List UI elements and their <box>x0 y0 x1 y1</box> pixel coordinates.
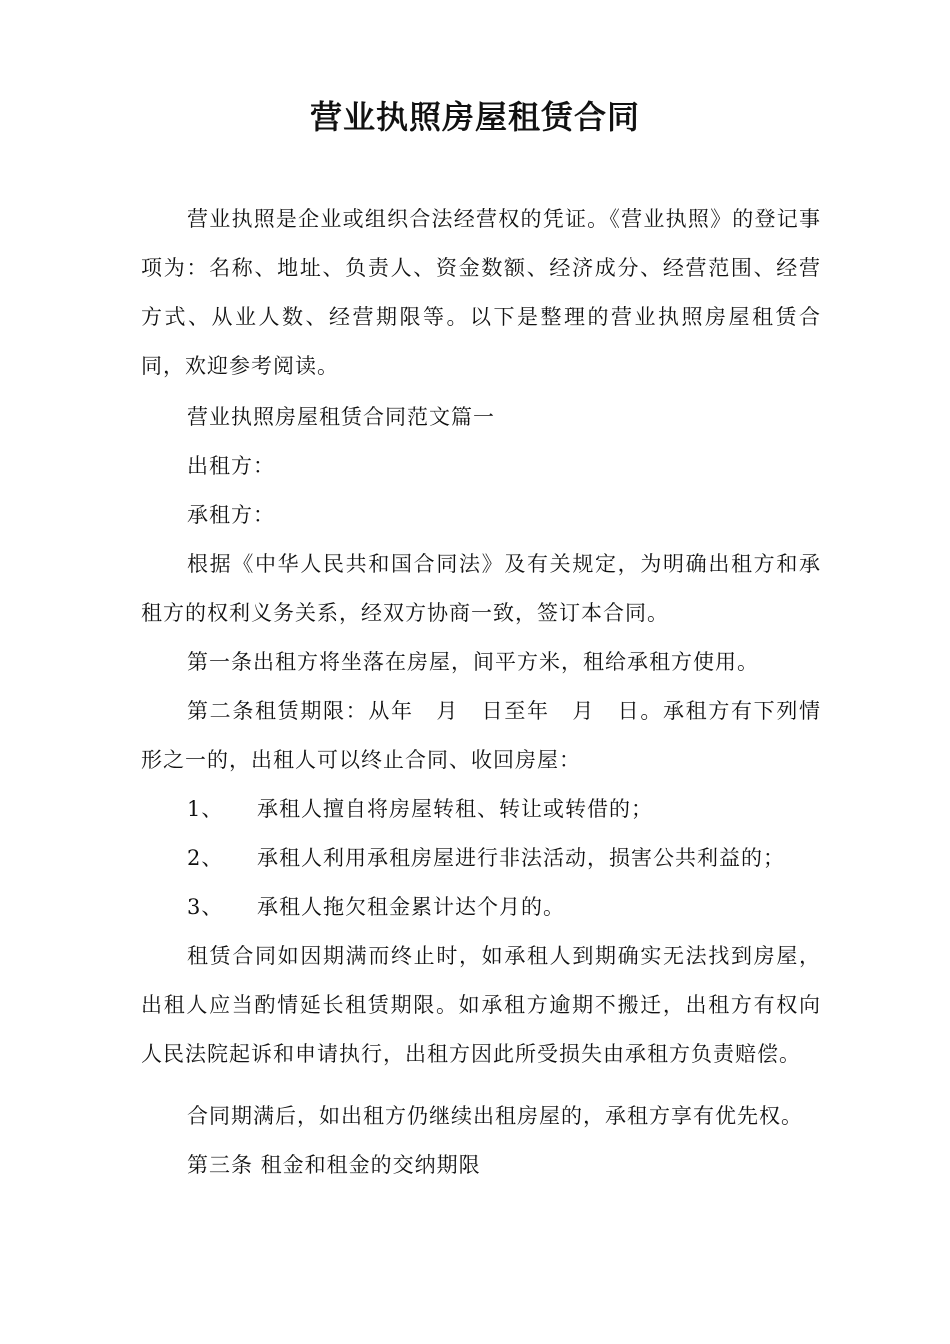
list-item-number: 1、 <box>187 797 224 821</box>
list-item-text: 承租人利用承租房屋进行非法活动，损害公共利益的； <box>257 846 785 870</box>
list-item-text: 承租人拖欠租金累计达个月的。 <box>257 895 565 919</box>
article-1: 第一条出租方将坐落在房屋，间平方米，租给承租方使用。 <box>187 650 759 674</box>
expiry-paragraph: 租赁合同如因期满而终止时，如承租人到期确实无法找到房屋，出租人应当酌情延长租赁期限。如承租方逾期不搬迁，出租方有权向人民法院起诉和申请执行，出租方因此所受损失由承租方负责赔偿。 <box>141 944 821 1066</box>
article-2: 第二条租赁期限：从年 月 日至年 月 日。承租方有下列情 形之一的，出租人可以终止合同、收回房屋： <box>141 699 843 772</box>
list-item <box>141 785 821 834</box>
list-item <box>141 883 821 932</box>
section-title: 营业执照房屋租赁合同范文篇一 <box>187 405 495 429</box>
contract-block-2 <box>141 1092 821 1190</box>
lessor-line: 出租方： <box>187 454 275 478</box>
list-item <box>141 834 821 883</box>
preamble-paragraph: 根据《中华人民共和国合同法》及有关规定，为明确出租方和承租方的权利义务关系，经双方协商一致，签订本合同。 <box>141 552 821 625</box>
lessee-line: 承租方： <box>187 503 275 527</box>
list-item-number: 3、 <box>187 895 224 919</box>
list-item-text: 承租人擅自将房屋转租、转让或转借的； <box>257 797 653 821</box>
article-3-heading: 第三条 租金和租金的交纳期限 <box>187 1153 481 1177</box>
priority-paragraph: 合同期满后，如出租方仍继续出租房屋的，承租方享有优先权。 <box>187 1104 803 1128</box>
document-title: 营业执照房屋租赁合同 <box>309 98 640 136</box>
contract-block-1 <box>141 393 843 1079</box>
intro-paragraph: 营业执照是企业或组织合法经营权的凭证。《营业执照》的登记事项为：名称、地址、负责人、资金数额、经济成分、经营范围、经营方式、从业人数、经营期限等。以下是整理的营业执照房屋租赁合同，欢迎参考阅读。 <box>141 207 821 378</box>
list-item-number: 2、 <box>187 846 224 870</box>
intro-block <box>141 195 821 391</box>
